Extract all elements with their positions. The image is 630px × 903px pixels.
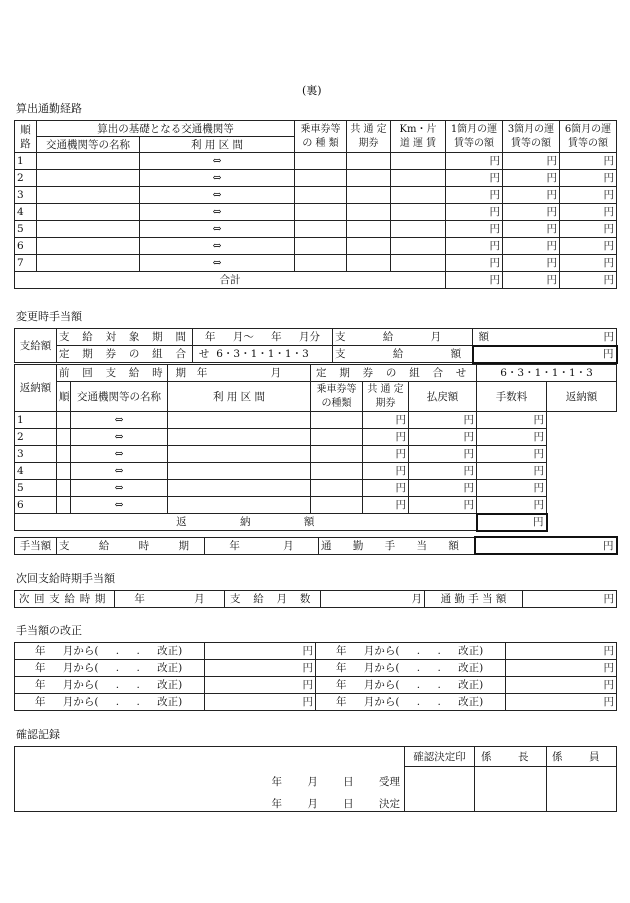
routes-section-title: 算出通勤経路: [16, 102, 82, 115]
chief-header: 係 長: [475, 747, 547, 767]
routes-table: [14, 120, 617, 289]
refund-section-cell[interactable]: ⇔: [71, 446, 168, 463]
refund-fee-cell[interactable]: 円: [409, 446, 477, 463]
stamp-box[interactable]: [405, 767, 475, 812]
route-fare1-cell[interactable]: 円: [446, 255, 503, 272]
refund-name-cell[interactable]: [57, 429, 71, 446]
next-amount-label: 通 勤 手 当 額: [425, 591, 523, 608]
next-amount-value[interactable]: 円: [523, 591, 617, 608]
refund-refund-cell[interactable]: 円: [363, 480, 409, 497]
refund-refund-cell[interactable]: 円: [363, 497, 409, 514]
refund-fee-cell[interactable]: 円: [409, 497, 477, 514]
route-fare6-cell[interactable]: 円: [560, 255, 617, 272]
route-ticket-cell[interactable]: [295, 204, 347, 221]
route-ticket-cell[interactable]: [295, 255, 347, 272]
refund-commuter-cell[interactable]: [311, 446, 363, 463]
col-name-header-2: 交通機関等の名称: [71, 382, 168, 412]
route-name-cell[interactable]: [37, 238, 140, 255]
refund-ticket-cell[interactable]: [168, 412, 311, 429]
route-fare3-cell[interactable]: 円: [503, 204, 560, 221]
refund-number: 3: [15, 446, 57, 463]
next-when-value[interactable]: 年 月: [115, 591, 225, 608]
confirm-table: [14, 746, 617, 812]
col-fare6-header: 6箇月の運 賃等の額: [560, 121, 617, 153]
col-commuter-header: 共 通 定期券: [347, 121, 391, 153]
route-fare1-cell[interactable]: 円: [446, 238, 503, 255]
stamp-header: 確認決定印: [405, 747, 475, 767]
prev-value[interactable]: 年 月: [168, 365, 311, 382]
refund-refund-cell[interactable]: 円: [363, 412, 409, 429]
return-total-label: 返 納 額: [15, 514, 477, 531]
route-fare1-cell[interactable]: 円: [446, 221, 503, 238]
refund-name-cell[interactable]: [57, 480, 71, 497]
route-fare3-cell[interactable]: 円: [503, 221, 560, 238]
pay-amount-value[interactable]: 円: [473, 346, 617, 363]
refund-number: 1: [15, 412, 57, 429]
refund-row: [15, 497, 617, 514]
revision-table: [14, 642, 617, 711]
route-row: [15, 204, 617, 221]
route-fare6-cell[interactable]: 円: [560, 153, 617, 170]
refund-row: [15, 446, 617, 463]
route-ticket-cell[interactable]: [295, 238, 347, 255]
refund-fee-cell[interactable]: 円: [409, 463, 477, 480]
refund-table: [14, 364, 617, 532]
refund-section-cell[interactable]: ⇔: [71, 497, 168, 514]
revision-amount[interactable]: 円: [205, 694, 316, 711]
refund-row: [15, 412, 617, 429]
total-fare6[interactable]: 円: [560, 272, 617, 289]
return-total-value[interactable]: 円: [477, 514, 547, 531]
route-section-cell[interactable]: ⇔: [140, 187, 295, 204]
route-fare3-cell[interactable]: 円: [503, 255, 560, 272]
col-return-header: 返納額: [547, 382, 617, 412]
confirm-record-area: [15, 747, 405, 812]
refund-refund-cell[interactable]: 円: [363, 429, 409, 446]
route-row: [15, 153, 617, 170]
route-number: 2: [15, 170, 37, 187]
change-pay-table: [14, 328, 618, 364]
refund-row: [15, 463, 617, 480]
next-months-value[interactable]: 月: [321, 591, 425, 608]
col-section-header: 利 用 区 間: [140, 137, 295, 153]
revision-amount[interactable]: 円: [506, 660, 617, 677]
route-name-cell[interactable]: [37, 153, 140, 170]
route-fare3-cell[interactable]: 円: [503, 187, 560, 204]
refund-commuter-cell[interactable]: [311, 480, 363, 497]
refund-name-cell[interactable]: [57, 463, 71, 480]
pay-period-label: 支 給 対 象 期 間: [57, 329, 193, 346]
route-ticket-cell[interactable]: [295, 153, 347, 170]
next-table: [14, 590, 617, 608]
route-number: 6: [15, 238, 37, 255]
route-fare6-cell[interactable]: 円: [560, 187, 617, 204]
refund-ticket-cell[interactable]: [168, 463, 311, 480]
refund-return-cell[interactable]: 円: [477, 497, 547, 514]
allow-label: 手当額: [15, 537, 57, 554]
allow-when-label: 支 給 時 期: [57, 537, 205, 554]
page-title: (裏): [302, 84, 322, 97]
refund-fee-cell[interactable]: 円: [409, 480, 477, 497]
col-ticket-type-header: 乗車券等の 種 類: [295, 121, 347, 153]
route-section-cell[interactable]: ⇔: [140, 238, 295, 255]
refund-commuter-cell[interactable]: [311, 412, 363, 429]
route-km-cell[interactable]: [391, 255, 446, 272]
allowance-table: [14, 536, 618, 555]
revision-amount[interactable]: 円: [205, 677, 316, 694]
refund-fee-cell[interactable]: 円: [409, 429, 477, 446]
change-section-title: 変更時手当額: [16, 310, 82, 323]
total-fare3[interactable]: 円: [503, 272, 560, 289]
revision-entry[interactable]: 年 月から( . . 改正): [15, 677, 205, 694]
route-name-cell[interactable]: [37, 170, 140, 187]
route-row: [15, 170, 617, 187]
col-fare1-header: 1箇月の運 賃等の額: [446, 121, 503, 153]
route-commuter-cell[interactable]: [347, 170, 391, 187]
route-fare3-cell[interactable]: 円: [503, 238, 560, 255]
route-commuter-cell[interactable]: [347, 255, 391, 272]
refund-commuter-cell[interactable]: [311, 429, 363, 446]
decided-line[interactable]: 年 月 日 決定: [271, 798, 400, 810]
route-number: 1: [15, 153, 37, 170]
allow-when-value[interactable]: 年 月: [205, 537, 319, 554]
combo-label: 定 期 券 の 組 合 せ: [57, 346, 193, 363]
col-ticket-header-2: 乗車券等の種類: [311, 382, 363, 412]
revision-entry[interactable]: 年 月から( . . 改正): [316, 677, 506, 694]
allow-amount-value[interactable]: 円: [475, 537, 617, 554]
route-row: [15, 221, 617, 238]
refund-return-cell[interactable]: 円: [477, 429, 547, 446]
staff-header: 係 員: [547, 747, 617, 767]
refund-ticket-cell[interactable]: [168, 446, 311, 463]
route-commuter-cell[interactable]: [347, 153, 391, 170]
refund-ticket-cell[interactable]: [168, 480, 311, 497]
pay-period-value[interactable]: 年 月～ 年 月分: [193, 329, 333, 346]
route-commuter-cell[interactable]: [347, 204, 391, 221]
combo-value-2[interactable]: 6・3・1・1・1・3: [477, 365, 617, 382]
route-fare1-cell[interactable]: 円: [446, 204, 503, 221]
refund-return-cell[interactable]: 円: [477, 412, 547, 429]
combo-label-2: 定 期 券 の 組 合 せ: [311, 365, 477, 382]
refund-number: 5: [15, 480, 57, 497]
refund-section-cell[interactable]: ⇔: [71, 412, 168, 429]
col-fare3-header: 3箇月の運 賃等の額: [503, 121, 560, 153]
revision-amount[interactable]: 円: [205, 660, 316, 677]
refund-label: 返納額: [15, 365, 57, 412]
monthly-value[interactable]: 円: [473, 329, 617, 346]
route-km-cell[interactable]: [391, 187, 446, 204]
route-ticket-cell[interactable]: [295, 170, 347, 187]
route-km-cell[interactable]: [391, 153, 446, 170]
route-number: 5: [15, 221, 37, 238]
refund-name-cell[interactable]: [57, 446, 71, 463]
route-name-cell[interactable]: [37, 221, 140, 238]
pay-amount-label: 支 給 額: [333, 346, 473, 363]
route-fare1-cell[interactable]: 円: [446, 153, 503, 170]
route-number: 7: [15, 255, 37, 272]
route-section-cell[interactable]: ⇔: [140, 204, 295, 221]
prev-label: 前 回 支 給 時 期: [57, 365, 168, 382]
refund-number: 2: [15, 429, 57, 446]
revision-entry[interactable]: 年 月から( . . 改正): [316, 694, 506, 711]
revision-amount[interactable]: 円: [506, 643, 617, 660]
revision-amount[interactable]: 円: [506, 694, 617, 711]
revision-entry[interactable]: 年 月から( . . 改正): [15, 660, 205, 677]
route-row: [15, 238, 617, 255]
revision-entry[interactable]: 年 月から( . . 改正): [316, 643, 506, 660]
route-commuter-cell[interactable]: [347, 187, 391, 204]
revision-row: [15, 643, 617, 660]
col-km-header: Km・片 道 運 賃: [391, 121, 446, 153]
refund-fee-cell[interactable]: 円: [409, 412, 477, 429]
route-section-cell[interactable]: ⇔: [140, 255, 295, 272]
allow-amount-label: 通 勤 手 当 額: [319, 537, 475, 554]
route-name-cell[interactable]: [37, 204, 140, 221]
pay-label: 支給額: [15, 329, 57, 363]
col-section-header-2: 利 用 区 間: [168, 382, 311, 412]
route-km-cell[interactable]: [391, 170, 446, 187]
received-line[interactable]: 年 月 日 受理: [271, 776, 400, 788]
next-section-title: 次回支給時期手当額: [16, 572, 115, 585]
col-fee-header: 手数料: [477, 382, 547, 412]
refund-section-cell[interactable]: ⇔: [71, 480, 168, 497]
refund-return-cell[interactable]: 円: [477, 463, 547, 480]
combo-value[interactable]: 6・3・1・1・1・3: [193, 346, 333, 363]
route-km-cell[interactable]: [391, 221, 446, 238]
revision-entry[interactable]: 年 月から( . . 改正): [15, 694, 205, 711]
col-name-header: 交通機関等の名称: [37, 137, 140, 153]
route-fare6-cell[interactable]: 円: [560, 221, 617, 238]
route-fare6-cell[interactable]: 円: [560, 170, 617, 187]
revision-section-title: 手当額の改正: [16, 624, 82, 637]
refund-refund-cell[interactable]: 円: [363, 446, 409, 463]
revision-amount[interactable]: 円: [506, 677, 617, 694]
col-group-header: 算出の基礎となる交通機関等: [37, 121, 295, 137]
col-commuter-header-2: 共 通 定期券: [363, 382, 409, 412]
refund-refund-cell[interactable]: 円: [363, 463, 409, 480]
route-ticket-cell[interactable]: [295, 221, 347, 238]
next-when-label: 次回支給時期: [15, 591, 115, 608]
route-fare3-cell[interactable]: 円: [503, 170, 560, 187]
route-km-cell[interactable]: [391, 238, 446, 255]
route-commuter-cell[interactable]: [347, 221, 391, 238]
route-km-cell[interactable]: [391, 204, 446, 221]
route-section-cell[interactable]: ⇔: [140, 221, 295, 238]
refund-section-cell[interactable]: ⇔: [71, 463, 168, 480]
route-name-cell[interactable]: [37, 187, 140, 204]
refund-row: [15, 480, 617, 497]
col-route-header: 順路: [15, 121, 37, 153]
revision-row: [15, 694, 617, 711]
route-number: 3: [15, 187, 37, 204]
refund-return-cell[interactable]: 円: [477, 446, 547, 463]
route-ticket-cell[interactable]: [295, 187, 347, 204]
next-months-label: 支 給 月 数: [225, 591, 321, 608]
route-fare6-cell[interactable]: 円: [560, 238, 617, 255]
revision-entry[interactable]: 年 月から( . . 改正): [15, 643, 205, 660]
revision-row: [15, 677, 617, 694]
route-section-cell[interactable]: ⇔: [140, 170, 295, 187]
refund-number: 4: [15, 463, 57, 480]
confirm-section-title: 確認記録: [16, 728, 60, 741]
revision-entry[interactable]: 年 月から( . . 改正): [316, 660, 506, 677]
route-fare6-cell[interactable]: 円: [560, 204, 617, 221]
staff-box[interactable]: [547, 767, 617, 812]
monthly-label: 支 給 月 額: [333, 329, 473, 346]
routes-total-label: 合計: [15, 272, 446, 289]
route-fare3-cell[interactable]: 円: [503, 153, 560, 170]
refund-ticket-cell[interactable]: [168, 497, 311, 514]
route-commuter-cell[interactable]: [347, 238, 391, 255]
route-fare1-cell[interactable]: 円: [446, 187, 503, 204]
refund-row: [15, 429, 617, 446]
refund-return-cell[interactable]: 円: [477, 480, 547, 497]
refund-commuter-cell[interactable]: [311, 463, 363, 480]
route-name-cell[interactable]: [37, 255, 140, 272]
route-fare1-cell[interactable]: 円: [446, 170, 503, 187]
revision-amount[interactable]: 円: [205, 643, 316, 660]
chief-box[interactable]: [475, 767, 547, 812]
col-refund-header: 払戻額: [409, 382, 477, 412]
refund-number: 6: [15, 497, 57, 514]
refund-name-cell[interactable]: [57, 412, 71, 429]
route-section-cell[interactable]: ⇔: [140, 153, 295, 170]
col-order-header: 順: [57, 382, 71, 412]
route-number: 4: [15, 204, 37, 221]
refund-name-cell[interactable]: [57, 497, 71, 514]
route-row: [15, 187, 617, 204]
refund-commuter-cell[interactable]: [311, 497, 363, 514]
route-row: [15, 255, 617, 272]
total-fare1[interactable]: 円: [446, 272, 503, 289]
refund-section-cell[interactable]: ⇔: [71, 429, 168, 446]
revision-row: [15, 660, 617, 677]
refund-ticket-cell[interactable]: [168, 429, 311, 446]
